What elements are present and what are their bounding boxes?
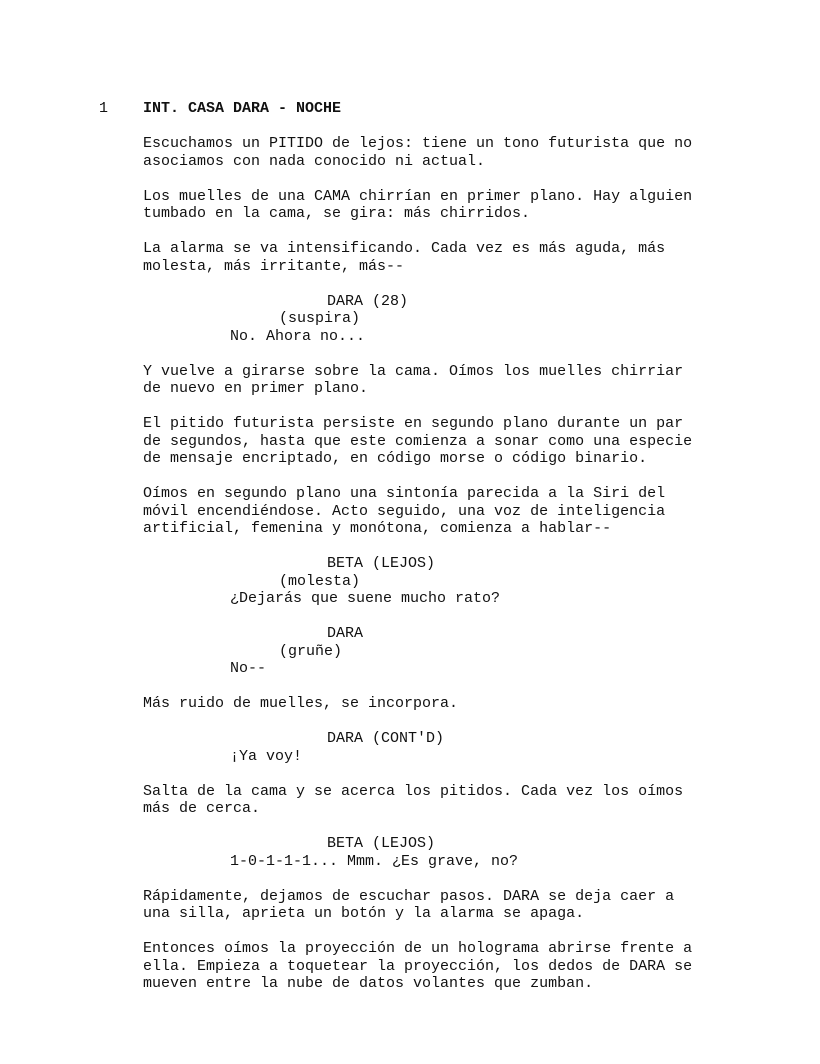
character-name: DARA (CONT'D) (327, 730, 445, 747)
action-paragraph: La alarma se va intensificando. Cada vez es más aguda, más molesta, más irritante, más-- (143, 240, 666, 275)
dialogue-block (143, 293, 763, 346)
action-paragraph: Y vuelve a girarse sobre la cama. Oímos los muelles chirriar de nuevo en primer plano. (143, 362, 684, 397)
character-name: BETA (LEJOS) (327, 555, 436, 572)
parenthetical: (suspira) (279, 310, 361, 327)
character-name: DARA (327, 625, 364, 642)
dialogue-line: No-- (230, 660, 267, 677)
action-paragraph: Oímos en segundo plano una sintonía parecida a la Siri del móvil encendiéndose. Acto seguido, una voz de inteligencia artificial, femenina y monótona, comienza a hablar-- (143, 485, 666, 537)
action-paragraph: Salta de la cama y se acerca los pitidos. Cada vez los oímos más de cerca. (143, 782, 684, 817)
screenplay-body (143, 135, 763, 1010)
action-paragraph: Más ruido de muelles, se incorpora. (143, 695, 459, 712)
parenthetical: (molesta) (279, 572, 361, 590)
character-name: DARA (28) (327, 292, 409, 310)
action-paragraph: Los muelles de una CAMA chirrían en primer plano. Hay alguien tumbado en la cama, se gira: más chirridos. (143, 187, 693, 222)
action-paragraph: Escuchamos un PITIDO de lejos: tiene un tono futurista que no asociamos con nada conocido ni actual. (143, 135, 693, 170)
dialogue-line: ¿Dejarás que suene mucho rato? (230, 590, 501, 607)
dialogue-block (143, 555, 763, 608)
parenthetical: (gruñe) (279, 642, 343, 660)
dialogue-block (143, 730, 763, 765)
dialogue-block (143, 625, 763, 678)
dialogue-line: ¡Ya voy! (230, 747, 303, 765)
action-paragraph: Entonces oímos la proyección de un holograma abrirse frente a ella. Empieza a toquetear la proyección, los dedos de DARA se mueven entre la nube de datos volantes que zumban. (143, 940, 693, 992)
dialogue-line: No. Ahora no... (230, 327, 366, 345)
dialogue-block (143, 835, 763, 870)
action-paragraph: El pitido futurista persiste en segundo plano durante un par de segundos, hasta que este comienza a sonar como una especie de mensaje encriptado, en código morse o código binario. (143, 415, 693, 467)
dialogue-line: 1-0-1-1-1... Mmm. ¿Es grave, no? (230, 852, 519, 870)
scene-heading: INT. CASA DARA - NOCHE (143, 100, 342, 117)
action-paragraph: Rápidamente, dejamos de escuchar pasos. DARA se deja caer a una silla, aprieta un botón y la alarma se apaga. (143, 887, 675, 922)
scene-number: 1 (99, 100, 109, 117)
character-name: BETA (LEJOS) (327, 835, 436, 852)
